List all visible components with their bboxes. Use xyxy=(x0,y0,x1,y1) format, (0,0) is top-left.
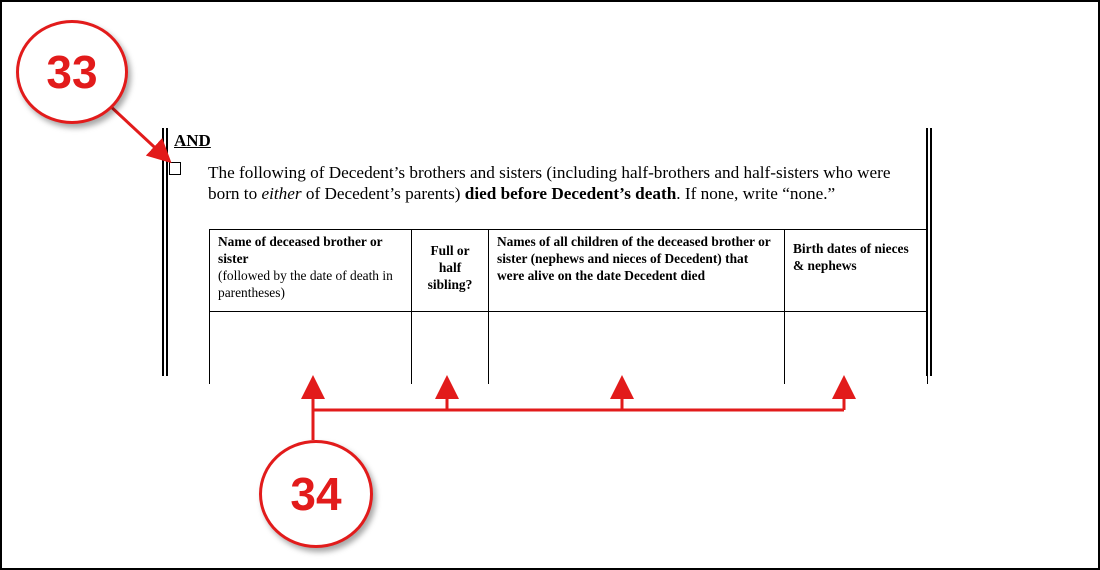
col-header-sibling-type: Full or half sibling? xyxy=(412,230,489,312)
instruction-bold: died before Decedent’s death xyxy=(464,184,677,203)
instruction-part3: . If none, write “none.” xyxy=(676,184,836,203)
callout-33-badge: 33 xyxy=(16,20,128,124)
section-heading: AND xyxy=(174,131,211,150)
instruction-part1: The following of Decedent’s brothers and sisters (including half-brothers and half-sisters who were born to xyxy=(208,163,891,203)
callout-34-badge: 34 xyxy=(259,440,373,548)
col-header-name-note: (followed by the date of death in parentheses) xyxy=(218,268,393,300)
col-header-birth-dates: Birth dates of nieces & nephews xyxy=(785,230,928,312)
instruction-italic: either xyxy=(261,184,302,203)
col-header-children: Names of all children of the deceased brother or sister (nephews and nieces of Decedent) that were alive on the date Decedent died xyxy=(489,230,785,312)
col-header-name-bold: Name of deceased brother or sister xyxy=(218,234,383,266)
instruction-part2: of Decedent’s parents) xyxy=(301,184,465,203)
